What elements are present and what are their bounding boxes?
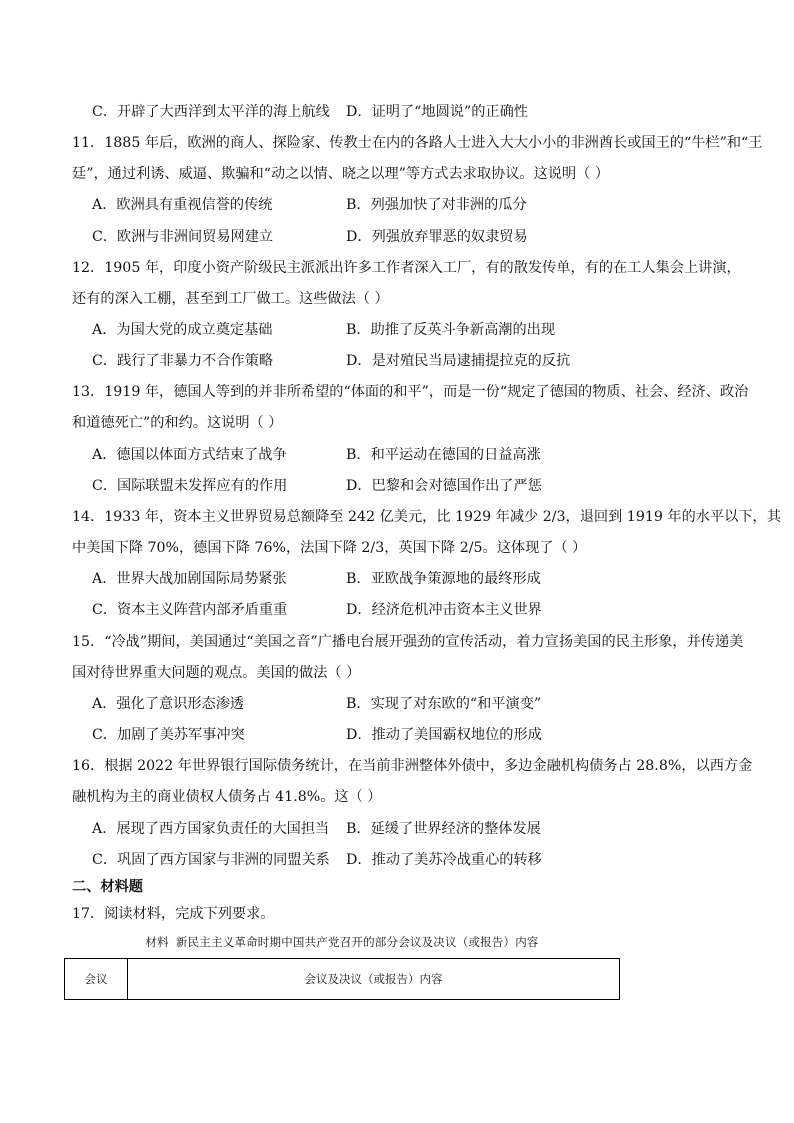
q16-option-c: C．巩固了西方国家与非洲的同盟关系 — [92, 852, 330, 868]
table-header-row — [65, 959, 620, 1000]
q13-stem-line2: 和道德死亡”的和约。这说明（ ） — [72, 415, 283, 431]
q12-stem-line1: 12．1905 年，印度小资产阶级民主派派出许多工作者深入工厂，有的散发传单，有的在工人集会上讲演， — [72, 260, 741, 276]
q15-stem-line1: 15．“冷战”期间，美国通过“美国之音”广播电台展开强劲的宣传活动，着力宣扬美国的民主形象，并传递美 — [72, 634, 744, 650]
q14-option-b: B．亚欧战争策源地的最终形成 — [346, 571, 541, 587]
q11-option-a: A．欧洲具有重视信誉的传统 — [92, 197, 273, 213]
q13-option-c: C．国际联盟未发挥应有的作用 — [92, 478, 288, 494]
q14-stem-line1: 14．1933 年，资本主义世界贸易总额降至 242 亿美元，比 1929 年减少 2/3，退回到 1919 年的水平以下，其 — [72, 509, 781, 525]
q16-stem-line1: 16．根据 2022 年世界银行国际债务统计，在当前非洲整体外债中，多边金融机构债务占 28.8%，以西方金 — [72, 758, 753, 774]
q12-stem-line2: 还有的深入工棚，甚至到工厂做工。这些做法（ ） — [72, 291, 389, 307]
q17-stem: 17．阅读材料，完成下列要求。 — [72, 906, 275, 922]
table-header-cell: 会议 — [65, 959, 128, 1000]
material-table — [64, 958, 620, 1000]
q15-option-d: D．推动了美国霸权地位的形成 — [346, 727, 542, 743]
q16-option-b: B．延缓了世界经济的整体发展 — [346, 821, 541, 837]
q10-option-c: C．开辟了大西洋到太平洋的海上航线 — [92, 104, 330, 120]
q11-option-d: D．列强放弃罪恶的奴隶贸易 — [346, 229, 528, 245]
q15-stem-line2: 国对待世界重大问题的观点。美国的做法（ ） — [72, 665, 361, 681]
q15-option-a: A．强化了意识形态渗透 — [92, 696, 245, 712]
material-caption: 材料 新民主主义革命时期中国共产党召开的部分会议及决议（或报告）内容 — [145, 935, 539, 949]
q15-option-b: B．实现了对东欧的“和平演变” — [346, 696, 542, 712]
section-heading: 二、材料题 — [72, 879, 143, 895]
q11-stem-line2: 廷”，通过利诱、威逼、欺骗和“动之以情、晓之以理”等方式去求取协议。这说明（ ） — [72, 166, 610, 182]
q14-option-a: A．世界大战加剧国际局势紧张 — [92, 571, 287, 587]
table-header-cell: 会议及决议（或报告）内容 — [128, 959, 620, 1000]
q11-option-c: C．欧洲与非洲间贸易网建立 — [92, 229, 274, 245]
q16-option-d: D．推动了美苏冷战重心的转移 — [346, 852, 542, 868]
q13-stem-line1: 13．1919 年，德国人等到的并非所希望的“体面的和平”，而是一份“规定了德国的物质、社会、经济、政治 — [72, 384, 749, 400]
q14-option-c: C．资本主义阵营内部矛盾重重 — [92, 602, 288, 618]
q13-option-a: A．德国以体面方式结束了战争 — [92, 447, 287, 463]
q12-option-b: B．助推了反英斗争新高潮的出现 — [346, 322, 556, 338]
q12-option-a: A．为国大党的成立奠定基础 — [92, 322, 273, 338]
q13-option-b: B．和平运动在德国的日益高涨 — [346, 447, 541, 463]
q16-option-a: A．展现了西方国家负责任的大国担当 — [92, 821, 330, 837]
q12-option-c: C．践行了非暴力不合作策略 — [92, 353, 274, 369]
q15-option-c: C．加剧了美苏军事冲突 — [92, 727, 245, 743]
q12-option-d: D．是对殖民当局逮捕提拉克的反抗 — [346, 353, 571, 369]
q11-stem-line1: 11．1885 年后，欧洲的商人、探险家、传教士在内的各路人士进入大大小小的非洲酋长或国王的“牛栏”和“王 — [72, 135, 763, 151]
q10-option-d: D．证明了“地圆说”的正确性 — [346, 104, 528, 120]
q14-option-d: D．经济危机冲击资本主义世界 — [346, 602, 542, 618]
q13-option-d: D．巴黎和会对德国作出了严惩 — [346, 478, 542, 494]
q16-stem-line2: 融机构为主的商业债权人债务占 41.8%。这（ ） — [72, 789, 382, 805]
q11-option-b: B．列强加快了对非洲的瓜分 — [346, 197, 527, 213]
q14-stem-line2: 中美国下降 70%，德国下降 76%，法国下降 2/3，英国下降 2/5。这体现了（ ） — [72, 540, 587, 556]
